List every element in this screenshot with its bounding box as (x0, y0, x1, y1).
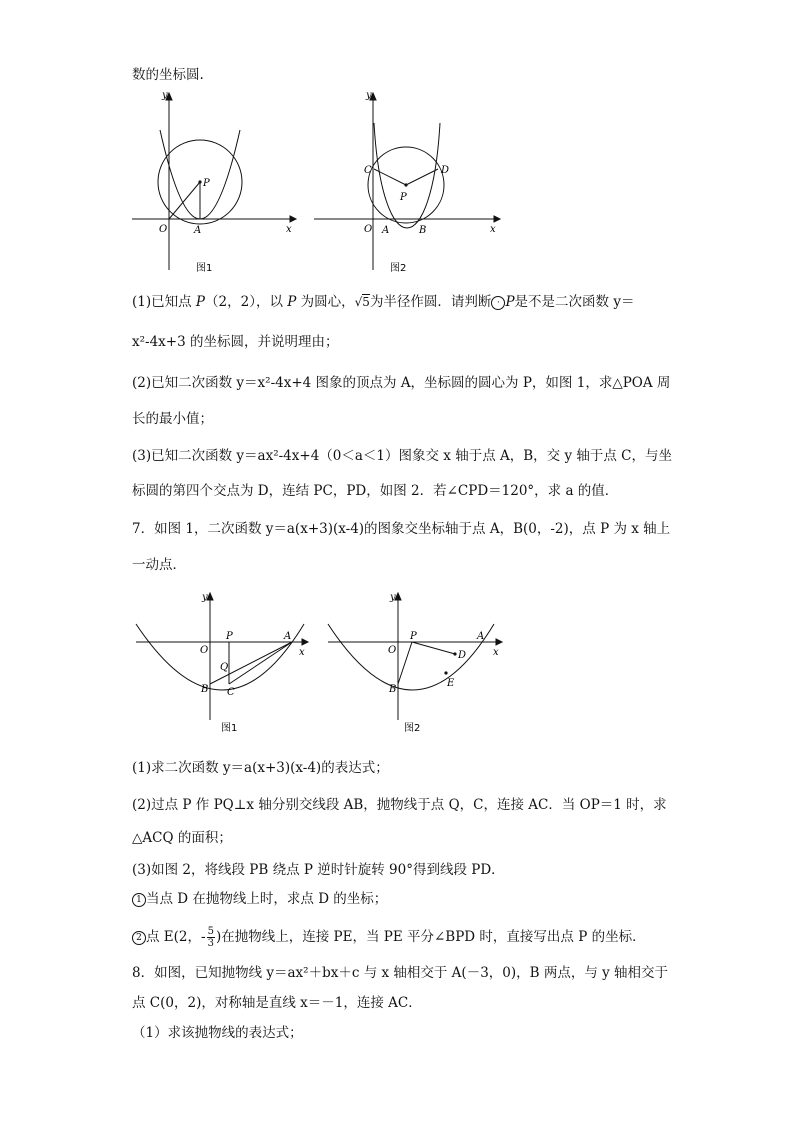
svg-text:A: A (194, 225, 202, 236)
y-arrow (207, 593, 213, 600)
q8-stem-line1: 8．如图，已知抛物线 y＝ax²＋bx＋c 与 x 轴相交于 A(－3，0)，B 两点，与 y 轴相交于 (132, 965, 669, 981)
segment-AC (229, 642, 292, 684)
parabola (374, 123, 440, 228)
x-arrow (302, 639, 308, 645)
q7-figure-1-caption: 图1 (221, 723, 238, 734)
fraction-five-thirds: $\frac{5}{3}$ (207, 926, 214, 949)
svg-text:B: B (201, 684, 209, 695)
svg-text:P: P (400, 192, 407, 203)
sqrt-five: √5 (354, 295, 370, 309)
svg-text:A: A (382, 225, 390, 236)
q7-sub1: 1 当点 D 在抛物线上时，求点 D 的坐标； (132, 890, 387, 908)
q7-figure-2 (322, 588, 507, 738)
svg-text:y: y (202, 592, 208, 603)
q7-figure-2-caption: 图2 (404, 723, 421, 734)
odot-symbol: · (491, 296, 505, 310)
x-arrow (494, 216, 500, 222)
q7-figure-1 (132, 588, 312, 738)
y-arrow (395, 593, 401, 600)
segment-PB (398, 642, 412, 684)
svg-text:C: C (364, 165, 372, 176)
q6-part3-line2: 标圆的第四个交点为 D，连结 PC，PD，如图 2．若∠CPD＝120°，求 a 的值． (132, 483, 619, 499)
circled-number-1: 1 (132, 893, 146, 907)
svg-text:B: B (419, 225, 427, 236)
q7-stem-line2: 一动点． (132, 557, 186, 573)
svg-text:E: E (447, 678, 455, 689)
q6-part2-line2: 长的最小值； (132, 411, 213, 427)
svg-text:x: x (490, 224, 496, 235)
q6-part3-line1: (3)已知二次函数 y＝ax²-4x+4（0＜a＜1）图象交 x 轴于点 A，B，交 y 轴于点 C，与坐 (132, 448, 672, 464)
q7-part2-line1: (2)过点 P 作 PQ⊥x 轴分别交线段 AB，抛物线于点 Q，C，连接 AC．当 OP＝1 时，求 (132, 797, 667, 813)
q7-part2-line2: △ACQ 的面积； (132, 830, 232, 846)
q8-stem-line2: 点 C(0，2)，对称轴是直线 x＝－1，连接 AC． (132, 995, 422, 1011)
figure-2-top (312, 88, 502, 278)
parabola (136, 624, 304, 690)
segment-PC (374, 169, 406, 185)
q7-part3-line1: (3)如图 2，将线段 PB 绕点 P 逆时针旋转 90°得到线段 PD． (132, 862, 505, 878)
svg-text:B: B (389, 684, 397, 695)
svg-text:A: A (284, 631, 292, 642)
svg-text:x: x (493, 647, 499, 658)
svg-text:D: D (458, 650, 467, 661)
segment-OP (169, 182, 200, 219)
svg-text:O: O (364, 224, 373, 235)
q7-part1: (1)求二次函数 y＝a(x+3)(x-4)的表达式； (132, 760, 389, 776)
svg-text:Q: Q (220, 662, 229, 673)
intro-line: 数的坐标圆. (132, 67, 204, 83)
svg-text:O: O (388, 645, 397, 656)
svg-text:y: y (390, 592, 396, 603)
svg-text:P: P (410, 631, 417, 642)
svg-text:A: A (477, 631, 485, 642)
figure-1-caption: 图1 (196, 263, 213, 274)
figure-2-caption: 图2 (390, 263, 407, 274)
circled-number-2: 2 (132, 931, 146, 945)
q7-stem-line1: 7．如图 1，二次函数 y＝a(x+3)(x-4)的图象交坐标轴于点 A，B(0，-2)，点 P 为 x 轴上 (132, 521, 671, 537)
q8-part1: （1）求该抛物线的表达式； (132, 1025, 303, 1041)
svg-text:y: y (366, 90, 372, 101)
q6-part1-line1: (1)已知点 P（2，2），以 P 为圆心，√5为半径作圆．请判断 · P是不是二次函数 y＝ (132, 294, 635, 310)
svg-text:P: P (203, 178, 210, 189)
svg-text:x: x (286, 224, 292, 235)
segment-PD (412, 642, 455, 654)
svg-text:O: O (200, 645, 209, 656)
figure-1-top (128, 88, 298, 278)
svg-text:O: O (159, 224, 168, 235)
svg-text:C: C (227, 687, 235, 698)
q7-sub2: 2 点 E(2，- $\frac{5}{3}$ )在抛物线上，连接 PE，当 PE 平分∠BPD 时，直接写出点 P 的坐标． (132, 926, 646, 949)
segment-PD (406, 169, 438, 185)
x-arrow (496, 639, 502, 645)
q6-part2-line1: (2)已知二次函数 y＝x²-4x+4 图象的顶点为 A，坐标圆的圆心为 P，如图 1，求△POA 周 (132, 375, 671, 391)
svg-text:x: x (299, 647, 305, 658)
q6-part1-line2: x²-4x+3 的坐标圆，并说明理由； (132, 334, 339, 350)
svg-text:D: D (441, 165, 450, 176)
svg-text:P: P (226, 631, 233, 642)
svg-text:y: y (162, 90, 168, 101)
x-arrow (290, 216, 296, 222)
